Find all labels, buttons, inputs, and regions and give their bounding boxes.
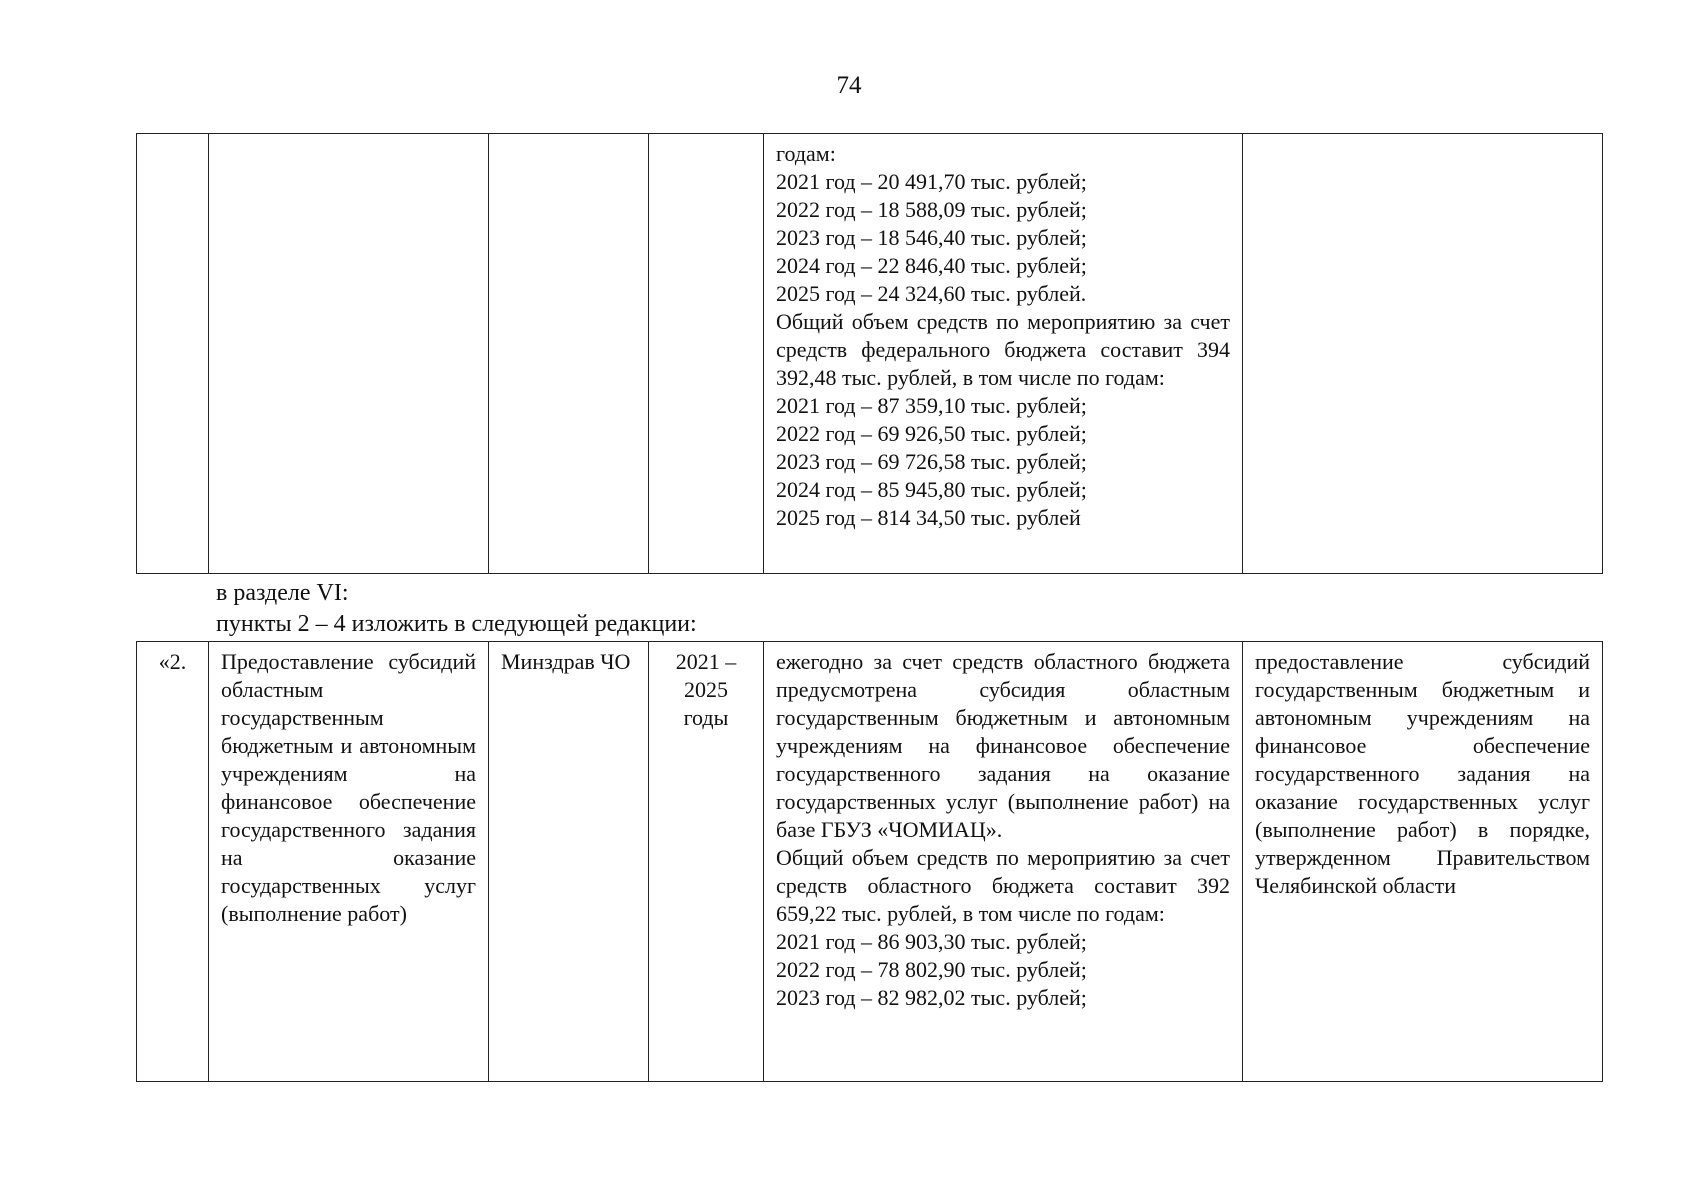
page-number: 74 [836,72,862,99]
cell-executor: Минздрав ЧО [489,642,649,1082]
funding-line: 2023 год – 69 726,58 тыс. рублей; [776,449,1087,474]
funding-line: 2025 год – 814 34,50 тыс. рублей [776,505,1081,530]
funding-description: ежегодно за счет средств областного бюджета предусмотрена субсидия областным государственным бюджетным и автономным учреждениям на финансовое обеспечение государственного задания на оказание государственных услуг (выполнение работ) на базе ГБУЗ «ЧОМИАЦ». [776,649,1230,842]
regional-total-paragraph: Общий объем средств по мероприятию за счет средств областного бюджета составит 392 659,22 тыс. рублей, в том числе по годам: [776,845,1230,926]
funding-line: 2024 год – 22 846,40 тыс. рублей; [776,253,1087,278]
funding-line: 2025 год – 24 324,60 тыс. рублей. [776,281,1087,306]
cell-result [1243,134,1603,574]
funding-line: 2022 год – 69 926,50 тыс. рублей; [776,421,1087,446]
funding-line: 2023 год – 18 546,40 тыс. рублей; [776,225,1087,250]
table-row [137,642,1603,1082]
funding-line: 2024 год – 85 945,80 тыс. рублей; [776,477,1087,502]
funding-line: 2022 год – 18 588,09 тыс. рублей; [776,197,1087,222]
cell-number: «2. [137,642,209,1082]
funding-line: 2021 год – 87 359,10 тыс. рублей; [776,393,1087,418]
cell-executor [489,134,649,574]
funding-line: годам: [776,141,836,166]
funding-line: 2023 год – 82 982,02 тыс. рублей; [776,985,1087,1010]
federal-total-paragraph: Общий объем средств по мероприятию за счет средств федерального бюджета составит 394 392,48 тыс. рублей, в том числе по годам: [776,309,1230,390]
section-heading: в разделе VI: [216,580,349,606]
table-row [137,134,1603,574]
period-line: годы [683,705,729,730]
section-instruction: пункты 2 – 4 изложить в следующей редакции: [216,611,697,637]
funding-line: 2022 год – 78 802,90 тыс. рублей; [776,957,1087,982]
period-line: 2025 [684,677,728,702]
continuation-table [136,133,1603,574]
cell-funding [764,642,1243,1082]
period-line: 2021 – [675,649,737,674]
cell-name: Предоставление субсидий областным государственным бюджетным и автономным учреждениям на финансовое обеспечение государственного задания на оказание государственных услуг (выполнение работ) [209,642,489,1082]
cell-number [137,134,209,574]
cell-funding [764,134,1243,574]
measures-table [136,641,1603,1082]
funding-line: 2021 год – 86 903,30 тыс. рублей; [776,929,1087,954]
funding-line: 2021 год – 20 491,70 тыс. рублей; [776,169,1087,194]
cell-name [209,134,489,574]
cell-period [649,134,764,574]
cell-period [649,642,764,1082]
cell-result: предоставление субсидий государственным бюджетным и автономным учреждениям на финансовое обеспечение государственного задания на оказание государственных услуг (выполнение работ) в порядке, утвержденном Правительством Челябинской области [1243,642,1603,1082]
